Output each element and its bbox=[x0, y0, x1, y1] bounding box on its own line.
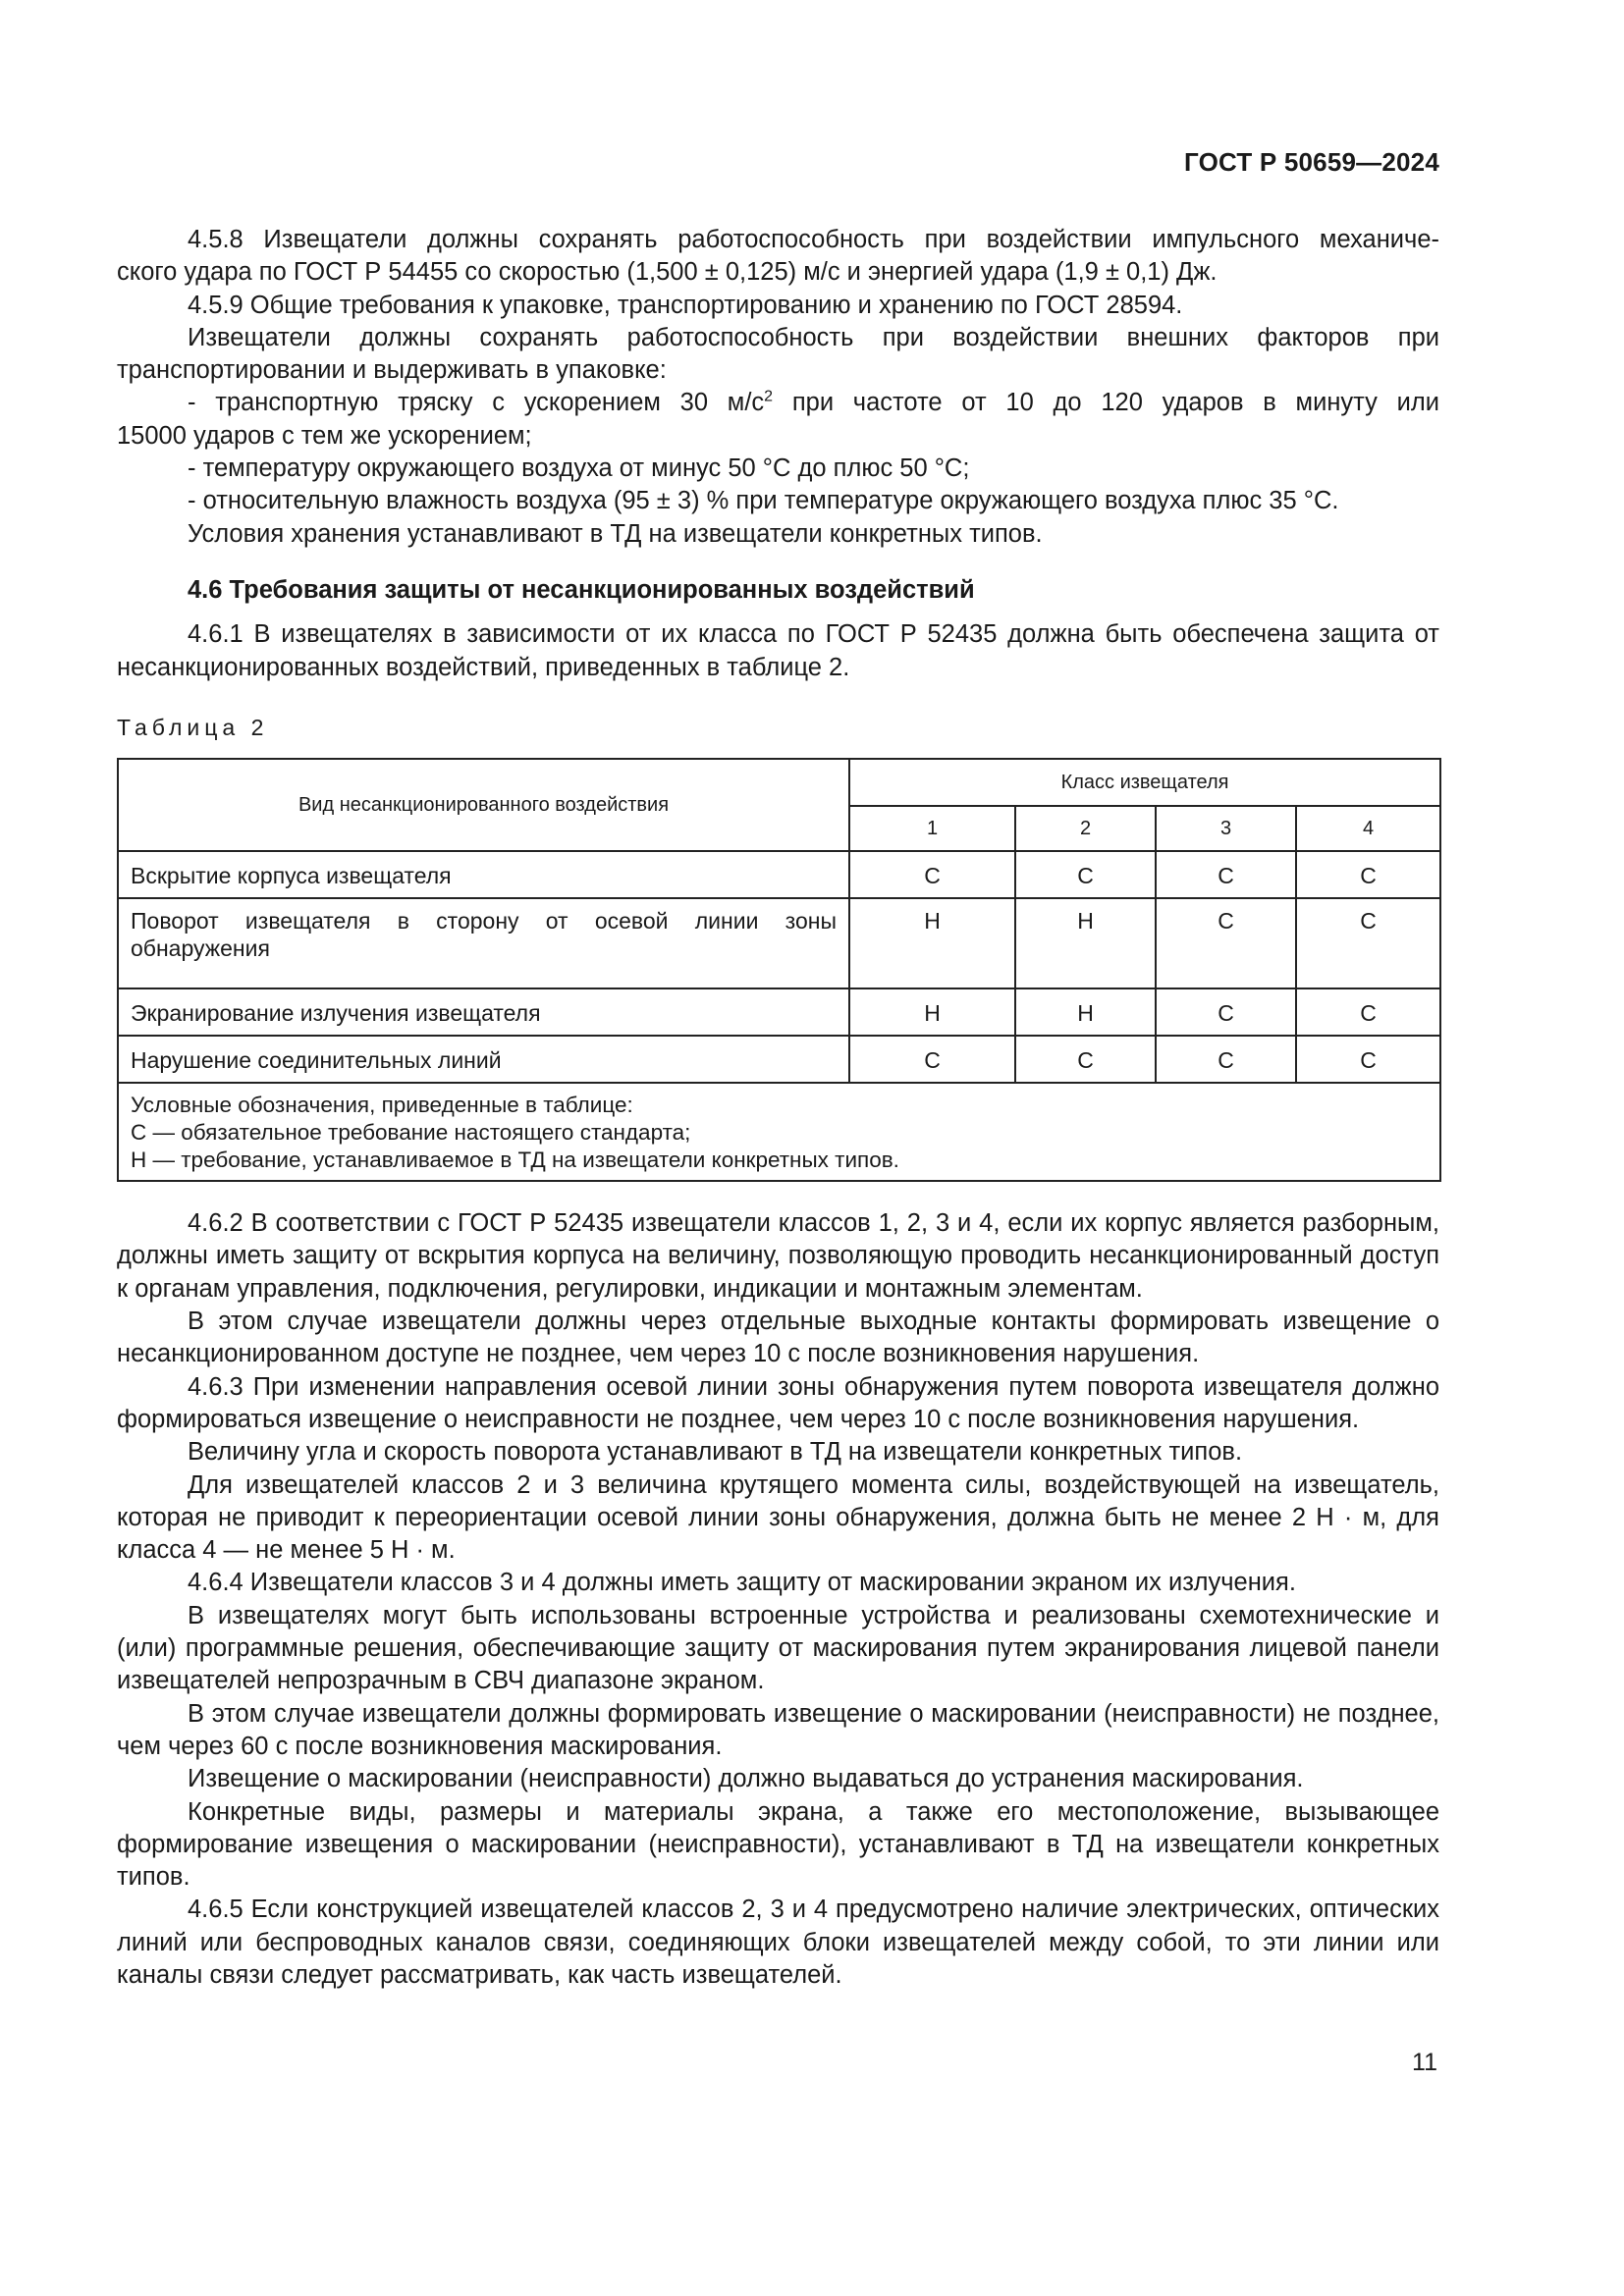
paragraph-4-6-2b: В этом случае извещатели должны через отдельные выходные контакты формировать извещение о несанкционированном доступе не позднее, чем через 10 с после возникновения нарушения. bbox=[117, 1308, 1439, 1368]
table-cell: С bbox=[1296, 988, 1440, 1036]
paragraph-4-6-5: 4.6.5 Если конструкцией извещателей классов 2, 3 и 4 предусмотрено наличие электрических, оптических линий или беспроводных каналов связи, соединяющих блоки извещателей между собой, то эти линии или каналы связи следует рассматривать, как часть извещателей. bbox=[117, 1896, 1439, 1989]
list-item-shaking bbox=[117, 387, 1439, 419]
class-number: 3 bbox=[1156, 806, 1296, 851]
table-cell: С bbox=[849, 851, 1015, 898]
row-label-text: Поворот извещателя в сторону от осевой линии зоны обнаружения bbox=[131, 908, 837, 962]
document-id-header: ГОСТ Р 50659—2024 bbox=[1184, 147, 1439, 177]
table-cell: С bbox=[849, 1036, 1015, 1083]
table-note: Условные обозначения, приведенные в таблице: bbox=[131, 1093, 633, 1118]
after-table-text bbox=[117, 1207, 1439, 1992]
table-row bbox=[118, 1036, 1440, 1083]
column-header-class: Класс извещателя bbox=[849, 759, 1440, 806]
class-number: 2 bbox=[1015, 806, 1156, 851]
table-cell: С bbox=[1156, 988, 1296, 1036]
paragraph-4-6-4c: В этом случае извещатели должны формировать извещение о маскировании (неисправности) не позднее, чем через 60 с после возникновения маскирования. bbox=[117, 1699, 1439, 1760]
list-item-temperature: - температуру окружающего воздуха от минус 50 °С до плюс 50 °С; bbox=[188, 454, 970, 483]
paragraph-storage: Условия хранения устанавливают в ТД на извещатели конкретных типов. bbox=[188, 519, 1043, 548]
document-body bbox=[117, 224, 1439, 1992]
row-label: Экранирование излучения извещателя bbox=[118, 988, 849, 1036]
class-number: 4 bbox=[1296, 806, 1440, 851]
table-cell: С bbox=[1156, 898, 1296, 988]
table-caption: Таблица 2 bbox=[117, 714, 269, 740]
table-cell: С bbox=[1296, 1036, 1440, 1083]
row-label bbox=[118, 898, 849, 988]
table-notes-row bbox=[118, 1083, 1440, 1181]
column-header-impact-type: Вид несанкционированного воздействия bbox=[118, 759, 849, 851]
list-item-shaking-post: при частоте от 10 до 120 ударов в минуту или bbox=[773, 389, 1440, 417]
table-cell: Н bbox=[849, 898, 1015, 988]
table-row bbox=[118, 851, 1440, 898]
table-cell: Н bbox=[1015, 988, 1156, 1036]
table-row bbox=[118, 898, 1440, 988]
table-note: Н — требование, устанавливаемое в ТД на извещатели конкретных типов. bbox=[131, 1148, 899, 1173]
row-label: Нарушение соединительных линий bbox=[118, 1036, 849, 1083]
table-cell: С bbox=[1015, 851, 1156, 898]
table-cell: С bbox=[1156, 1036, 1296, 1083]
paragraph-4-5-8-line1: 4.5.8 Извещатели должны сохранять работоспособность при воздействии импульсного механиче- bbox=[188, 226, 1439, 253]
paragraph-4-6-1: 4.6.1 В извещателях в зависимости от их класса по ГОСТ Р 52435 должна быть обеспечена защита от несанкционированных воздействий, приведенных в таблице 2. bbox=[117, 620, 1439, 681]
paragraph-4-6-3b: Величину угла и скорость поворота устанавливают в ТД на извещатели конкретных типов. bbox=[188, 1438, 1243, 1467]
page-number: 11 bbox=[1412, 2049, 1437, 2076]
section-heading-4-6: 4.6 Требования защиты от несанкционированных воздействий bbox=[188, 575, 975, 604]
paragraph-4-6-4b: В извещателях могут быть использованы встроенные устройства и реализованы схемотехнические и (или) программные решения, обеспечивающие защиту от маскирования путем экранирования лицевой панели извещателей непрозрачным в СВЧ диапазоне экраном. bbox=[117, 1601, 1439, 1695]
paragraph-4-6-4e: Конкретные виды, размеры и материалы экрана, а также его местоположение, вызывающее формирование извещения о маскировании (неисправности), устанавливают в ТД на извещатели конкретных типов. bbox=[117, 1797, 1439, 1892]
class-number: 1 bbox=[849, 806, 1015, 851]
table-row bbox=[118, 988, 1440, 1036]
paragraph-4-6-3: 4.6.3 При изменении направления осевой линии зоны обнаружения путем поворота извещателя должно формироваться извещение о неисправности не позднее, чем через 10 с после возникновения нарушения. bbox=[117, 1372, 1439, 1433]
paragraph-4-6-4: 4.6.4 Извещатели классов 3 и 4 должны иметь защиту от маскировании экраном их излучения. bbox=[188, 1569, 1296, 1597]
requirements-table bbox=[117, 758, 1441, 1182]
table-note: С — обязательное требование настоящего стандарта; bbox=[131, 1120, 691, 1146]
paragraph-4-5-8-line2: ского удара по ГОСТ Р 54455 со скоростью (1,500 ± 0,125) м/с и энергией удара (1,9 ± 0,1) Дж. bbox=[117, 258, 1218, 287]
list-item-shaking-pre: - транспортную тряску с ускорением 30 м/с bbox=[188, 389, 765, 417]
list-item-humidity: - относительную влажность воздуха (95 ± 3) % при температуре окружающего воздуха плюс 35 °С. bbox=[188, 487, 1339, 515]
paragraph-4-6-2: 4.6.2 В соответствии с ГОСТ Р 52435 извещатели классов 1, 2, 3 и 4, если их корпус является разборным, должны иметь защиту от вскрытия корпуса на величину, позволяющую проводить несанкционированный доступ к органам управления, подключения, регулировки, индикации и монтажным элементам. bbox=[117, 1209, 1439, 1303]
table-cell: С bbox=[1156, 851, 1296, 898]
table-cell: Н bbox=[1015, 898, 1156, 988]
table-cell: Н bbox=[849, 988, 1015, 1036]
list-item-shaking-cont: 15000 ударов с тем же ускорением; bbox=[117, 421, 532, 450]
table-cell: С bbox=[1296, 851, 1440, 898]
paragraph-4-5-9: 4.5.9 Общие требования к упаковке, транспортированию и хранению по ГОСТ 28594. bbox=[188, 291, 1183, 319]
table-notes bbox=[118, 1083, 1440, 1181]
paragraph-transport: Извещатели должны сохранять работоспособность при воздействии внешних факторов при транспортировании и выдерживать в упаковке: bbox=[117, 323, 1439, 385]
table-header-row bbox=[118, 759, 1440, 806]
table-cell: С bbox=[1296, 898, 1440, 988]
superscript: 2 bbox=[764, 388, 774, 405]
row-label: Вскрытие корпуса извещателя bbox=[118, 851, 849, 898]
table-cell: С bbox=[1015, 1036, 1156, 1083]
paragraph-4-6-3c: Для извещателей классов 2 и 3 величина крутящего момента силы, воздействующей на извещатель, которая не приводит к переориентации осевой линии зоны обнаружения, должна быть не менее 2 Н · м, для класса 4 — не менее 5 Н · м. bbox=[117, 1470, 1439, 1565]
paragraph-4-6-4d: Извещение о маскировании (неисправности) должно выдаваться до устранения маскирования. bbox=[188, 1765, 1304, 1793]
